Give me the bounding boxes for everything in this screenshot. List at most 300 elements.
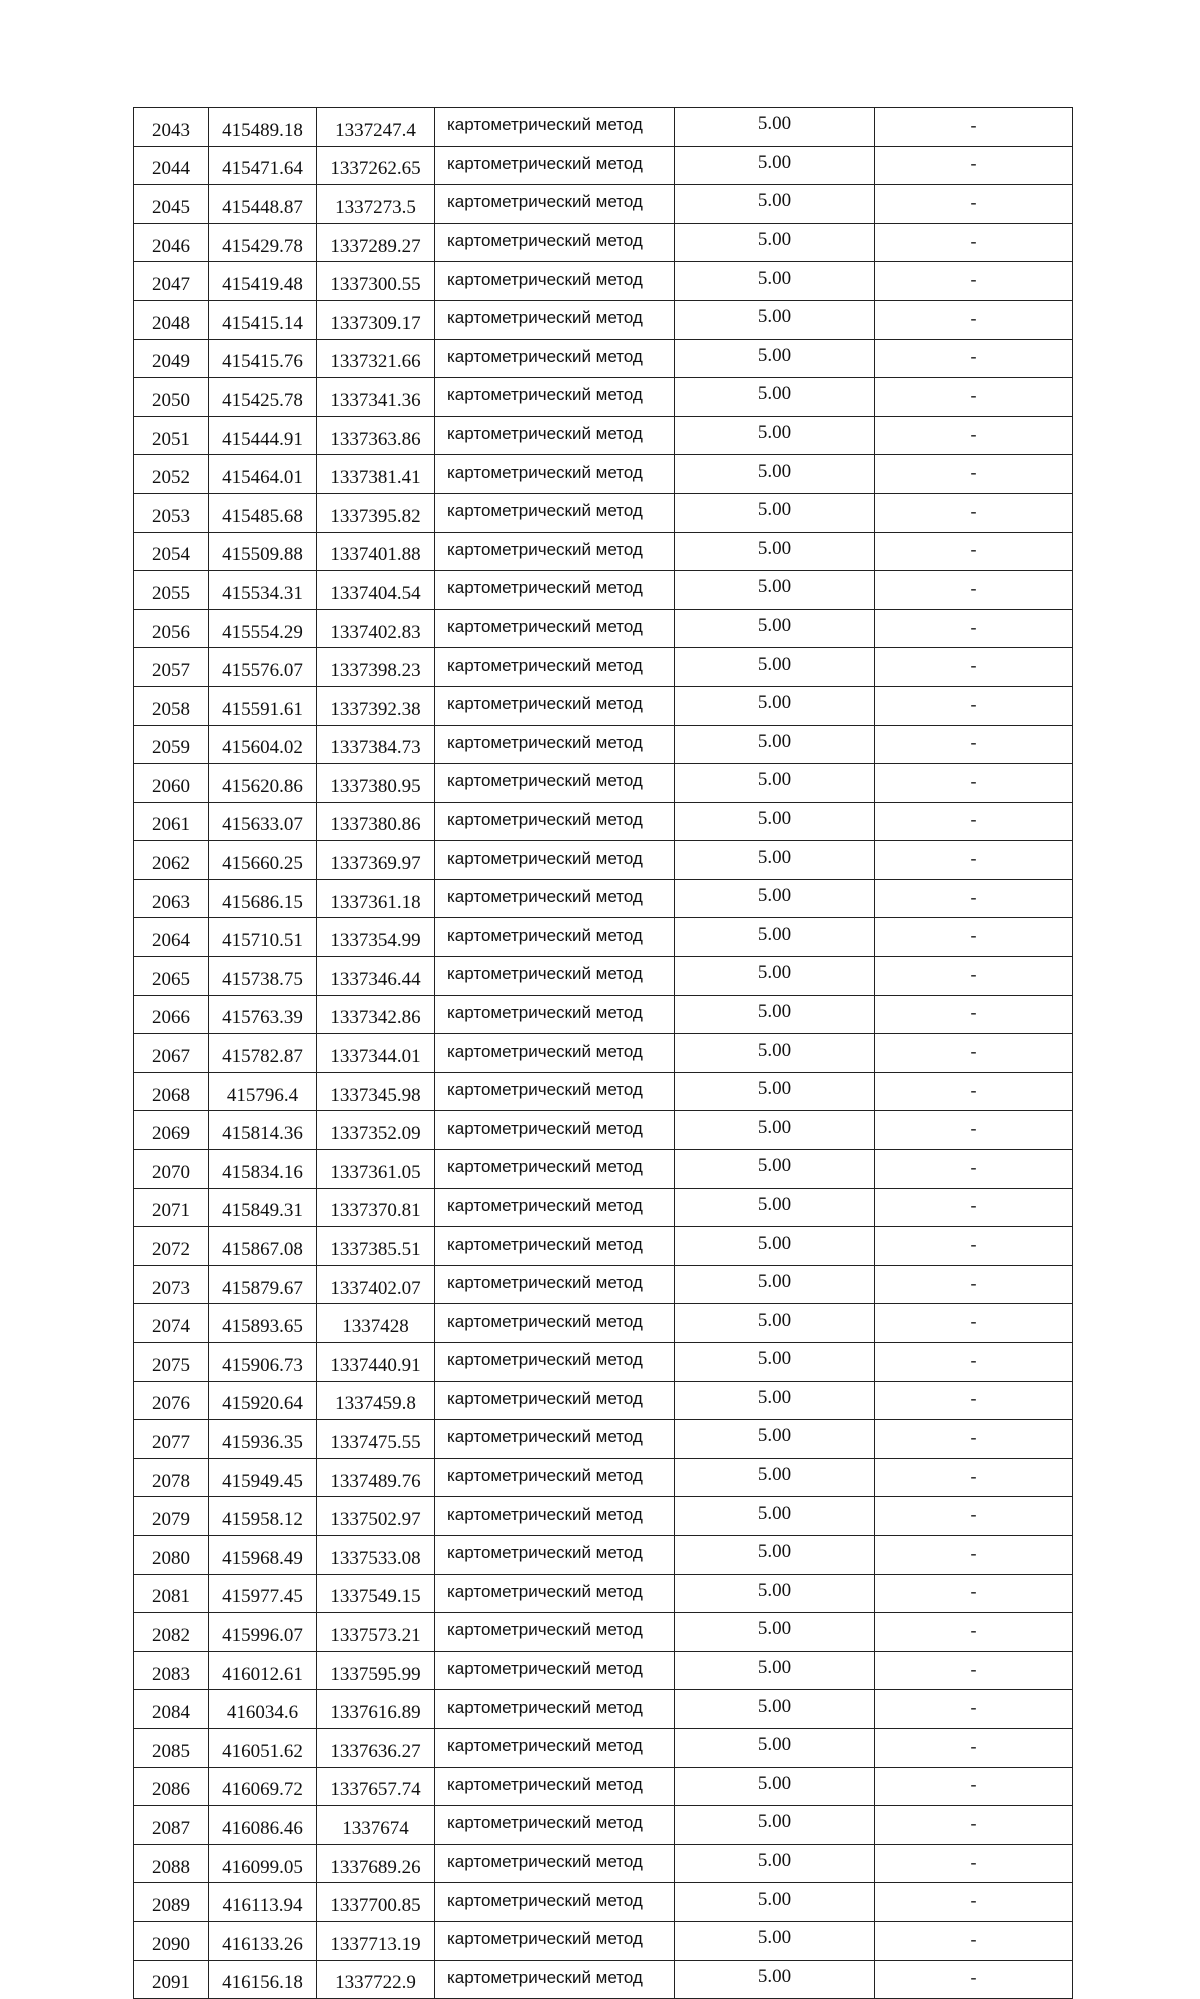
x-coordinate-cell: 415425.78	[209, 378, 317, 417]
extra-cell: -	[875, 1420, 1073, 1459]
table-row	[134, 1574, 1073, 1613]
point-number-cell: 2045	[134, 185, 209, 224]
table-row	[134, 1844, 1073, 1883]
accuracy-cell: 5.00	[675, 1651, 875, 1690]
table-row	[134, 532, 1073, 571]
y-coordinate-cell: 1337475.55	[317, 1420, 435, 1459]
point-number-cell: 2064	[134, 918, 209, 957]
x-coordinate-cell: 415419.48	[209, 262, 317, 301]
point-number-cell: 2076	[134, 1381, 209, 1420]
table-row	[134, 455, 1073, 494]
x-coordinate-cell: 415867.08	[209, 1227, 317, 1266]
extra-cell: -	[875, 1728, 1073, 1767]
y-coordinate-cell: 1337361.18	[317, 879, 435, 918]
x-coordinate-cell: 415893.65	[209, 1304, 317, 1343]
x-coordinate-cell: 415879.67	[209, 1265, 317, 1304]
method-cell: картометрический метод	[435, 1690, 675, 1729]
point-number-cell: 2091	[134, 1960, 209, 1999]
y-coordinate-cell: 1337309.17	[317, 300, 435, 339]
x-coordinate-cell: 415968.49	[209, 1535, 317, 1574]
extra-cell: -	[875, 1613, 1073, 1652]
extra-cell: -	[875, 185, 1073, 224]
table-row	[134, 1497, 1073, 1536]
method-cell: картометрический метод	[435, 609, 675, 648]
x-coordinate-cell: 415796.4	[209, 1072, 317, 1111]
method-cell: картометрический метод	[435, 262, 675, 301]
method-cell: картометрический метод	[435, 416, 675, 455]
table-row	[134, 339, 1073, 378]
extra-cell: -	[875, 1034, 1073, 1073]
y-coordinate-cell: 1337689.26	[317, 1844, 435, 1883]
point-number-cell: 2048	[134, 300, 209, 339]
point-number-cell: 2085	[134, 1728, 209, 1767]
x-coordinate-cell: 415977.45	[209, 1574, 317, 1613]
accuracy-cell: 5.00	[675, 764, 875, 803]
y-coordinate-cell: 1337385.51	[317, 1227, 435, 1266]
accuracy-cell: 5.00	[675, 1265, 875, 1304]
method-cell: картометрический метод	[435, 223, 675, 262]
extra-cell: -	[875, 648, 1073, 687]
point-number-cell: 2074	[134, 1304, 209, 1343]
method-cell: картометрический метод	[435, 185, 675, 224]
point-number-cell: 2081	[134, 1574, 209, 1613]
table-row	[134, 957, 1073, 996]
x-coordinate-cell: 415763.39	[209, 995, 317, 1034]
method-cell: картометрический метод	[435, 1265, 675, 1304]
point-number-cell: 2058	[134, 686, 209, 725]
y-coordinate-cell: 1337341.36	[317, 378, 435, 417]
method-cell: картометрический метод	[435, 571, 675, 610]
x-coordinate-cell: 416069.72	[209, 1767, 317, 1806]
y-coordinate-cell: 1337722.9	[317, 1960, 435, 1999]
extra-cell: -	[875, 764, 1073, 803]
method-cell: картометрический метод	[435, 1034, 675, 1073]
accuracy-cell: 5.00	[675, 1844, 875, 1883]
table-row	[134, 262, 1073, 301]
extra-cell: -	[875, 1535, 1073, 1574]
method-cell: картометрический метод	[435, 1381, 675, 1420]
x-coordinate-cell: 415485.68	[209, 493, 317, 532]
accuracy-cell: 5.00	[675, 1188, 875, 1227]
y-coordinate-cell: 1337370.81	[317, 1188, 435, 1227]
extra-cell: -	[875, 378, 1073, 417]
method-cell: картометрический метод	[435, 1651, 675, 1690]
x-coordinate-cell: 415509.88	[209, 532, 317, 571]
method-cell: картометрический метод	[435, 841, 675, 880]
point-number-cell: 2075	[134, 1343, 209, 1382]
table-row	[134, 378, 1073, 417]
extra-cell: -	[875, 571, 1073, 610]
accuracy-cell: 5.00	[675, 1883, 875, 1922]
x-coordinate-cell: 415633.07	[209, 802, 317, 841]
method-cell: картометрический метод	[435, 1767, 675, 1806]
table-row	[134, 1535, 1073, 1574]
extra-cell: -	[875, 609, 1073, 648]
y-coordinate-cell: 1337361.05	[317, 1150, 435, 1189]
y-coordinate-cell: 1337616.89	[317, 1690, 435, 1729]
table-row	[134, 1921, 1073, 1960]
extra-cell: -	[875, 339, 1073, 378]
method-cell: картометрический метод	[435, 1574, 675, 1613]
accuracy-cell: 5.00	[675, 841, 875, 880]
method-cell: картометрический метод	[435, 764, 675, 803]
x-coordinate-cell: 415782.87	[209, 1034, 317, 1073]
x-coordinate-cell: 415834.16	[209, 1150, 317, 1189]
x-coordinate-cell: 415534.31	[209, 571, 317, 610]
accuracy-cell: 5.00	[675, 995, 875, 1034]
y-coordinate-cell: 1337352.09	[317, 1111, 435, 1150]
x-coordinate-cell: 416113.94	[209, 1883, 317, 1922]
y-coordinate-cell: 1337321.66	[317, 339, 435, 378]
y-coordinate-cell: 1337247.4	[317, 108, 435, 147]
table-row	[134, 1613, 1073, 1652]
x-coordinate-cell: 415444.91	[209, 416, 317, 455]
extra-cell: -	[875, 1767, 1073, 1806]
accuracy-cell: 5.00	[675, 339, 875, 378]
extra-cell: -	[875, 1844, 1073, 1883]
point-number-cell: 2044	[134, 146, 209, 185]
x-coordinate-cell: 416012.61	[209, 1651, 317, 1690]
extra-cell: -	[875, 1690, 1073, 1729]
method-cell: картометрический метод	[435, 1613, 675, 1652]
table-row	[134, 493, 1073, 532]
point-number-cell: 2056	[134, 609, 209, 648]
point-number-cell: 2086	[134, 1767, 209, 1806]
y-coordinate-cell: 1337300.55	[317, 262, 435, 301]
point-number-cell: 2069	[134, 1111, 209, 1150]
point-number-cell: 2049	[134, 339, 209, 378]
table-row	[134, 146, 1073, 185]
extra-cell: -	[875, 957, 1073, 996]
x-coordinate-cell: 415576.07	[209, 648, 317, 687]
accuracy-cell: 5.00	[675, 185, 875, 224]
accuracy-cell: 5.00	[675, 108, 875, 147]
x-coordinate-cell: 415489.18	[209, 108, 317, 147]
accuracy-cell: 5.00	[675, 1613, 875, 1652]
accuracy-cell: 5.00	[675, 378, 875, 417]
method-cell: картометрический метод	[435, 1535, 675, 1574]
table-row	[134, 648, 1073, 687]
extra-cell: -	[875, 1806, 1073, 1845]
point-number-cell: 2068	[134, 1072, 209, 1111]
coordinates-table	[133, 107, 1073, 1999]
accuracy-cell: 5.00	[675, 493, 875, 532]
accuracy-cell: 5.00	[675, 455, 875, 494]
accuracy-cell: 5.00	[675, 802, 875, 841]
y-coordinate-cell: 1337489.76	[317, 1458, 435, 1497]
accuracy-cell: 5.00	[675, 416, 875, 455]
point-number-cell: 2089	[134, 1883, 209, 1922]
x-coordinate-cell: 415996.07	[209, 1613, 317, 1652]
method-cell: картометрический метод	[435, 1304, 675, 1343]
y-coordinate-cell: 1337401.88	[317, 532, 435, 571]
accuracy-cell: 5.00	[675, 1535, 875, 1574]
x-coordinate-cell: 415814.36	[209, 1111, 317, 1150]
y-coordinate-cell: 1337398.23	[317, 648, 435, 687]
table-row	[134, 1150, 1073, 1189]
x-coordinate-cell: 415471.64	[209, 146, 317, 185]
point-number-cell: 2077	[134, 1420, 209, 1459]
point-number-cell: 2072	[134, 1227, 209, 1266]
accuracy-cell: 5.00	[675, 1458, 875, 1497]
accuracy-cell: 5.00	[675, 1960, 875, 1999]
extra-cell: -	[875, 1111, 1073, 1150]
extra-cell: -	[875, 146, 1073, 185]
accuracy-cell: 5.00	[675, 879, 875, 918]
accuracy-cell: 5.00	[675, 1497, 875, 1536]
y-coordinate-cell: 1337273.5	[317, 185, 435, 224]
y-coordinate-cell: 1337395.82	[317, 493, 435, 532]
method-cell: картометрический метод	[435, 1343, 675, 1382]
table-row	[134, 1960, 1073, 1999]
point-number-cell: 2070	[134, 1150, 209, 1189]
method-cell: картометрический метод	[435, 1844, 675, 1883]
accuracy-cell: 5.00	[675, 1690, 875, 1729]
x-coordinate-cell: 415849.31	[209, 1188, 317, 1227]
accuracy-cell: 5.00	[675, 1343, 875, 1382]
table-row	[134, 1806, 1073, 1845]
x-coordinate-cell: 416099.05	[209, 1844, 317, 1883]
table-row	[134, 1651, 1073, 1690]
point-number-cell: 2073	[134, 1265, 209, 1304]
point-number-cell: 2063	[134, 879, 209, 918]
x-coordinate-cell: 415949.45	[209, 1458, 317, 1497]
x-coordinate-cell: 415710.51	[209, 918, 317, 957]
method-cell: картометрический метод	[435, 1227, 675, 1266]
method-cell: картометрический метод	[435, 918, 675, 957]
extra-cell: -	[875, 1921, 1073, 1960]
extra-cell: -	[875, 493, 1073, 532]
table-row	[134, 609, 1073, 648]
accuracy-cell: 5.00	[675, 1921, 875, 1960]
extra-cell: -	[875, 918, 1073, 957]
y-coordinate-cell: 1337363.86	[317, 416, 435, 455]
y-coordinate-cell: 1337459.8	[317, 1381, 435, 1420]
point-number-cell: 2053	[134, 493, 209, 532]
table-row	[134, 1381, 1073, 1420]
y-coordinate-cell: 1337380.86	[317, 802, 435, 841]
extra-cell: -	[875, 1883, 1073, 1922]
y-coordinate-cell: 1337700.85	[317, 1883, 435, 1922]
method-cell: картометрический метод	[435, 1188, 675, 1227]
extra-cell: -	[875, 1960, 1073, 1999]
y-coordinate-cell: 1337402.83	[317, 609, 435, 648]
accuracy-cell: 5.00	[675, 1034, 875, 1073]
table-row	[134, 918, 1073, 957]
y-coordinate-cell: 1337369.97	[317, 841, 435, 880]
method-cell: картометрический метод	[435, 1497, 675, 1536]
extra-cell: -	[875, 1381, 1073, 1420]
y-coordinate-cell: 1337657.74	[317, 1767, 435, 1806]
table-row	[134, 802, 1073, 841]
table-row	[134, 1883, 1073, 1922]
method-cell: картометрический метод	[435, 1921, 675, 1960]
x-coordinate-cell: 416133.26	[209, 1921, 317, 1960]
accuracy-cell: 5.00	[675, 1420, 875, 1459]
extra-cell: -	[875, 1227, 1073, 1266]
accuracy-cell: 5.00	[675, 146, 875, 185]
accuracy-cell: 5.00	[675, 918, 875, 957]
accuracy-cell: 5.00	[675, 300, 875, 339]
x-coordinate-cell: 415415.14	[209, 300, 317, 339]
accuracy-cell: 5.00	[675, 1304, 875, 1343]
table-row	[134, 1420, 1073, 1459]
y-coordinate-cell: 1337262.65	[317, 146, 435, 185]
y-coordinate-cell: 1337345.98	[317, 1072, 435, 1111]
method-cell: картометрический метод	[435, 1883, 675, 1922]
accuracy-cell: 5.00	[675, 571, 875, 610]
point-number-cell: 2084	[134, 1690, 209, 1729]
point-number-cell: 2090	[134, 1921, 209, 1960]
method-cell: картометрический метод	[435, 686, 675, 725]
table-row	[134, 1227, 1073, 1266]
point-number-cell: 2071	[134, 1188, 209, 1227]
extra-cell: -	[875, 1497, 1073, 1536]
point-number-cell: 2047	[134, 262, 209, 301]
method-cell: картометрический метод	[435, 108, 675, 147]
point-number-cell: 2066	[134, 995, 209, 1034]
x-coordinate-cell: 415686.15	[209, 879, 317, 918]
y-coordinate-cell: 1337428	[317, 1304, 435, 1343]
extra-cell: -	[875, 1304, 1073, 1343]
point-number-cell: 2059	[134, 725, 209, 764]
extra-cell: -	[875, 1343, 1073, 1382]
y-coordinate-cell: 1337380.95	[317, 764, 435, 803]
method-cell: картометрический метод	[435, 339, 675, 378]
point-number-cell: 2065	[134, 957, 209, 996]
x-coordinate-cell: 415448.87	[209, 185, 317, 224]
table-row	[134, 841, 1073, 880]
method-cell: картометрический метод	[435, 532, 675, 571]
table-row	[134, 879, 1073, 918]
y-coordinate-cell: 1337384.73	[317, 725, 435, 764]
y-coordinate-cell: 1337440.91	[317, 1343, 435, 1382]
table-row	[134, 1034, 1073, 1073]
extra-cell: -	[875, 686, 1073, 725]
table-row	[134, 1304, 1073, 1343]
method-cell: картометрический метод	[435, 802, 675, 841]
table-row	[134, 686, 1073, 725]
y-coordinate-cell: 1337346.44	[317, 957, 435, 996]
accuracy-cell: 5.00	[675, 223, 875, 262]
point-number-cell: 2057	[134, 648, 209, 687]
x-coordinate-cell: 416156.18	[209, 1960, 317, 1999]
method-cell: картометрический метод	[435, 146, 675, 185]
y-coordinate-cell: 1337342.86	[317, 995, 435, 1034]
method-cell: картометрический метод	[435, 648, 675, 687]
x-coordinate-cell: 415429.78	[209, 223, 317, 262]
y-coordinate-cell: 1337354.99	[317, 918, 435, 957]
method-cell: картометрический метод	[435, 300, 675, 339]
coordinates-table-body	[134, 108, 1073, 1999]
accuracy-cell: 5.00	[675, 1728, 875, 1767]
accuracy-cell: 5.00	[675, 725, 875, 764]
y-coordinate-cell: 1337289.27	[317, 223, 435, 262]
y-coordinate-cell: 1337636.27	[317, 1728, 435, 1767]
extra-cell: -	[875, 1072, 1073, 1111]
extra-cell: -	[875, 532, 1073, 571]
method-cell: картометрический метод	[435, 879, 675, 918]
x-coordinate-cell: 415906.73	[209, 1343, 317, 1382]
point-number-cell: 2062	[134, 841, 209, 880]
x-coordinate-cell: 415464.01	[209, 455, 317, 494]
extra-cell: -	[875, 300, 1073, 339]
point-number-cell: 2050	[134, 378, 209, 417]
table-row	[134, 725, 1073, 764]
method-cell: картометрический метод	[435, 957, 675, 996]
method-cell: картометрический метод	[435, 1420, 675, 1459]
table-row	[134, 1072, 1073, 1111]
point-number-cell: 2052	[134, 455, 209, 494]
x-coordinate-cell: 416051.62	[209, 1728, 317, 1767]
accuracy-cell: 5.00	[675, 648, 875, 687]
point-number-cell: 2067	[134, 1034, 209, 1073]
y-coordinate-cell: 1337674	[317, 1806, 435, 1845]
table-row	[134, 1111, 1073, 1150]
x-coordinate-cell: 415604.02	[209, 725, 317, 764]
accuracy-cell: 5.00	[675, 957, 875, 996]
extra-cell: -	[875, 1150, 1073, 1189]
x-coordinate-cell: 416086.46	[209, 1806, 317, 1845]
method-cell: картометрический метод	[435, 725, 675, 764]
x-coordinate-cell: 415415.76	[209, 339, 317, 378]
extra-cell: -	[875, 416, 1073, 455]
table-row	[134, 300, 1073, 339]
accuracy-cell: 5.00	[675, 1150, 875, 1189]
point-number-cell: 2080	[134, 1535, 209, 1574]
method-cell: картометрический метод	[435, 1150, 675, 1189]
table-row	[134, 185, 1073, 224]
point-number-cell: 2060	[134, 764, 209, 803]
x-coordinate-cell: 415591.61	[209, 686, 317, 725]
point-number-cell: 2061	[134, 802, 209, 841]
extra-cell: -	[875, 841, 1073, 880]
table-row	[134, 1458, 1073, 1497]
method-cell: картометрический метод	[435, 493, 675, 532]
x-coordinate-cell: 415620.86	[209, 764, 317, 803]
y-coordinate-cell: 1337404.54	[317, 571, 435, 610]
accuracy-cell: 5.00	[675, 1111, 875, 1150]
table-row	[134, 1188, 1073, 1227]
table-row	[134, 1343, 1073, 1382]
accuracy-cell: 5.00	[675, 1806, 875, 1845]
method-cell: картометрический метод	[435, 455, 675, 494]
point-number-cell: 2083	[134, 1651, 209, 1690]
table-row	[134, 1767, 1073, 1806]
extra-cell: -	[875, 455, 1073, 494]
table-row	[134, 995, 1073, 1034]
method-cell: картометрический метод	[435, 1111, 675, 1150]
table-row	[134, 223, 1073, 262]
point-number-cell: 2051	[134, 416, 209, 455]
table-row	[134, 1728, 1073, 1767]
accuracy-cell: 5.00	[675, 686, 875, 725]
table-row	[134, 1690, 1073, 1729]
accuracy-cell: 5.00	[675, 1227, 875, 1266]
extra-cell: -	[875, 108, 1073, 147]
x-coordinate-cell: 415958.12	[209, 1497, 317, 1536]
accuracy-cell: 5.00	[675, 1574, 875, 1613]
x-coordinate-cell: 415660.25	[209, 841, 317, 880]
y-coordinate-cell: 1337402.07	[317, 1265, 435, 1304]
extra-cell: -	[875, 879, 1073, 918]
extra-cell: -	[875, 1265, 1073, 1304]
method-cell: картометрический метод	[435, 1806, 675, 1845]
y-coordinate-cell: 1337344.01	[317, 1034, 435, 1073]
accuracy-cell: 5.00	[675, 1767, 875, 1806]
table-row	[134, 108, 1073, 147]
method-cell: картометрический метод	[435, 1728, 675, 1767]
